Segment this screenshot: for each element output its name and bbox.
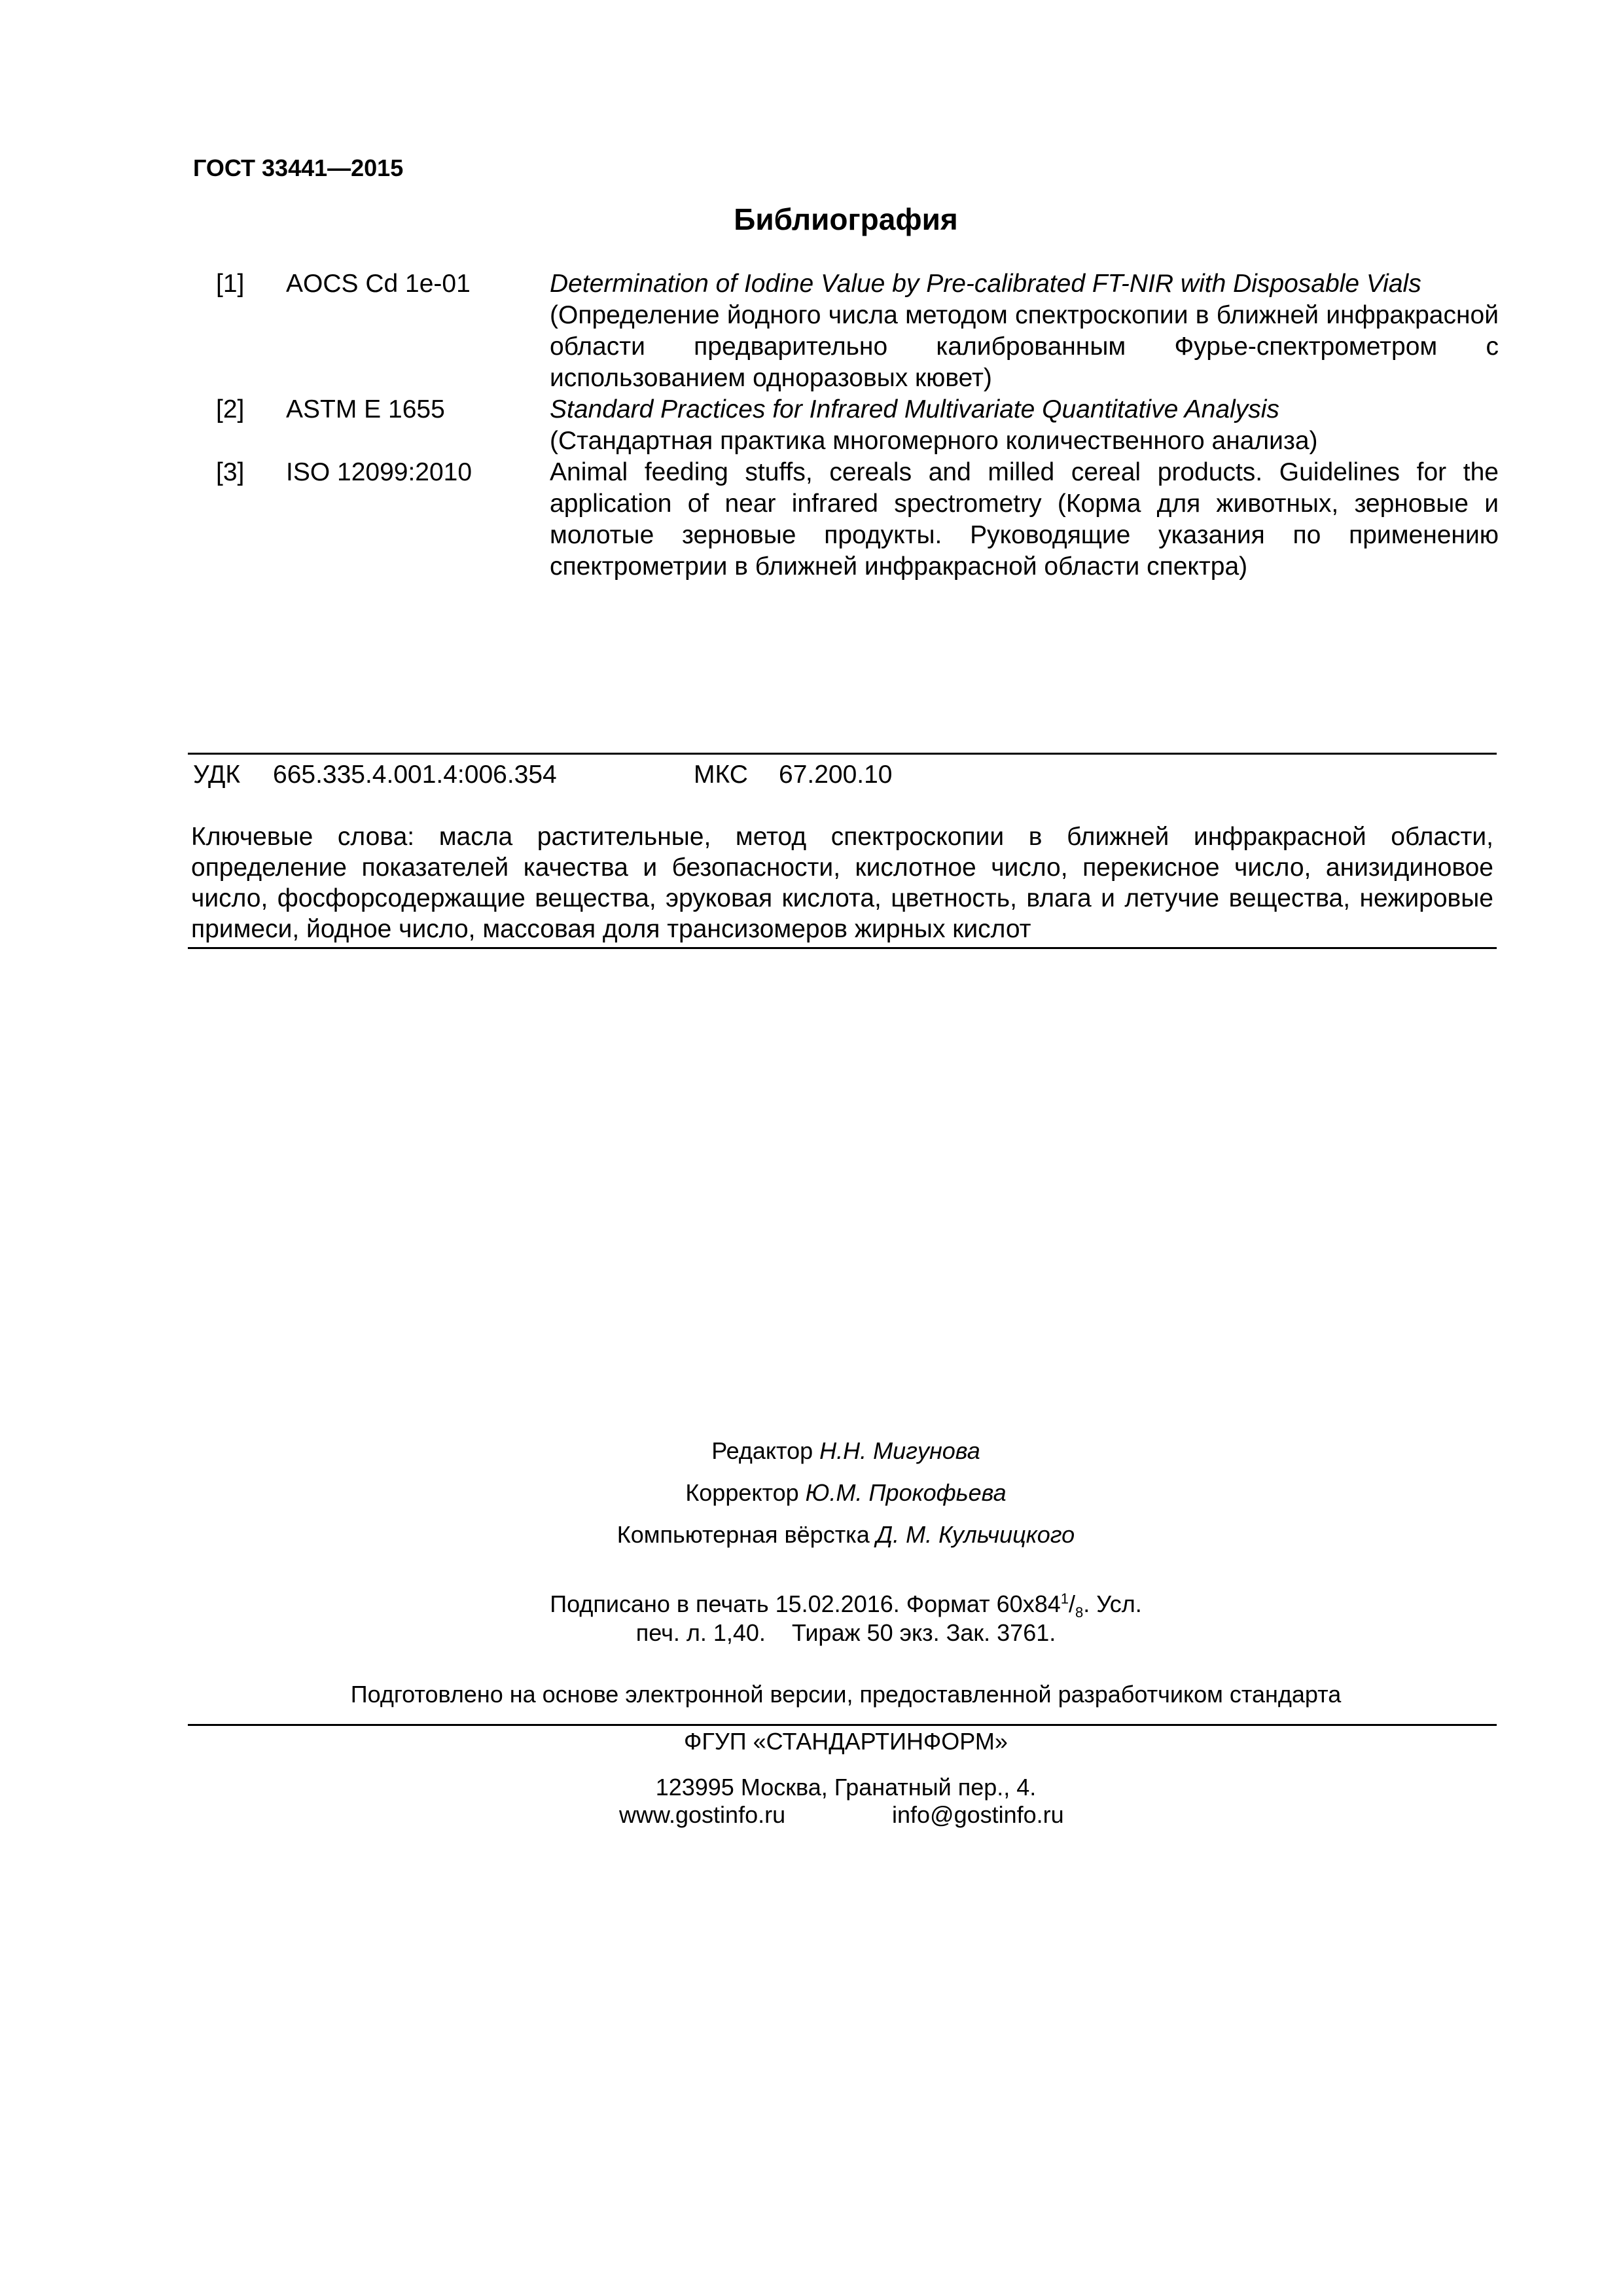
layout-credit — [0, 1521, 1623, 1549]
divider — [188, 1724, 1497, 1726]
editor-credit — [0, 1437, 1623, 1465]
editor-name: Н.Н. Мигунова — [819, 1437, 980, 1464]
publisher-name: ФГУП «СТАНДАРТИНФОРМ» — [684, 1728, 1008, 1755]
layout-name: Д. М. Кульчицкого — [876, 1521, 1075, 1548]
print-info-line2: печ. л. 1,40. Тираж 50 экз. Зак. 3761. — [635, 1619, 1056, 1646]
entry-title-ru: (Стандартная практика многомерного количественного анализа) — [550, 427, 1318, 455]
entry-title-en: Standard Practices for Infrared Multivariate Quantitative Analysis — [550, 395, 1279, 423]
format-fraction-num: 1 — [1060, 1590, 1069, 1607]
entry-code: ISO 12099:2010 — [286, 458, 473, 486]
entry-number: [2] — [216, 395, 245, 423]
print-signed: Подписано в печать 15.02.2016. Формат 60x84 — [550, 1590, 1061, 1617]
bibliography-list — [216, 268, 1499, 583]
corrector-credit — [0, 1479, 1623, 1507]
entry-title-en: Determination of Iodine Value by Pre-calibrated FT-NIR with Disposable Vials — [550, 270, 1421, 298]
bibliography-entry — [216, 457, 1499, 583]
entry-code: AOCS Cd 1e-01 — [286, 270, 471, 298]
prepared-note: Подготовлено на основе электронной версии, предоставленной разработчиком стандарта — [350, 1681, 1342, 1708]
print-info-line1: Подписано в печать 15.02.2016. Формат $60x84^1/_8$. Усл. — [550, 1590, 1142, 1621]
entry-text — [550, 394, 1499, 457]
keywords: Ключевые слова: масла растительные, метод спектроскопии в ближней инфракрасной области, определение показателей качества и безопасности, кислотное число, перекисное число, анизидиновое число, фосфорсодержащие вещества, эруковая кислота, цветность, влага и летучие вещества, нежировые примеси, йодное число, массовая доля трансизомеров жирных кислот — [191, 823, 1493, 943]
entry-code: ASTM E 1655 — [286, 395, 445, 423]
bibliography-entry — [216, 268, 1499, 394]
entry-text: Animal feeding stuffs, cereals and milled cereal products. Guidelines for the application of near infrared spectrometry (Корма для животных, зерновые и молотые зерновые продукты. Руководящие указания по применению спектрометрии в ближней инфракрасной области спектра) — [550, 458, 1499, 581]
divider — [188, 947, 1497, 949]
corrector-name: Ю.М. Прокофьева — [805, 1479, 1007, 1506]
bibliography-entry — [216, 394, 1499, 457]
divider — [188, 753, 1497, 755]
udk-value: 665.335.4.001.4:006.354 — [273, 761, 557, 789]
publisher-website[interactable]: www.gostinfo.ru — [619, 1801, 786, 1828]
publisher-email[interactable]: info@gostinfo.ru — [892, 1801, 1064, 1828]
format-fraction-den: 8 — [1075, 1604, 1084, 1621]
corrector-label: Корректор — [685, 1479, 799, 1506]
mks-value: 67.200.10 — [779, 761, 893, 789]
entry-number: [3] — [216, 458, 245, 486]
entry-number: [1] — [216, 270, 245, 298]
standard-code: ГОСТ 33441—2015 — [193, 154, 404, 181]
entry-text — [550, 268, 1499, 394]
publisher-address: 123995 Москва, Гранатный пер., 4. — [655, 1774, 1037, 1801]
mks-label: МКС — [694, 761, 748, 789]
layout-label: Компьютерная вёрстка — [616, 1521, 870, 1548]
entry-title-ru: (Определение йодного числа методом спектроскопии в ближней инфракрасной области предварительно калиброванным Фурье-спектрометром с использованием одноразовых кювет) — [550, 301, 1499, 392]
udk-label: УДК — [193, 761, 241, 789]
editor-label: Редактор — [711, 1437, 813, 1464]
page-title: Библиография — [734, 202, 958, 236]
print-signed-suffix: . Усл. — [1083, 1590, 1142, 1617]
